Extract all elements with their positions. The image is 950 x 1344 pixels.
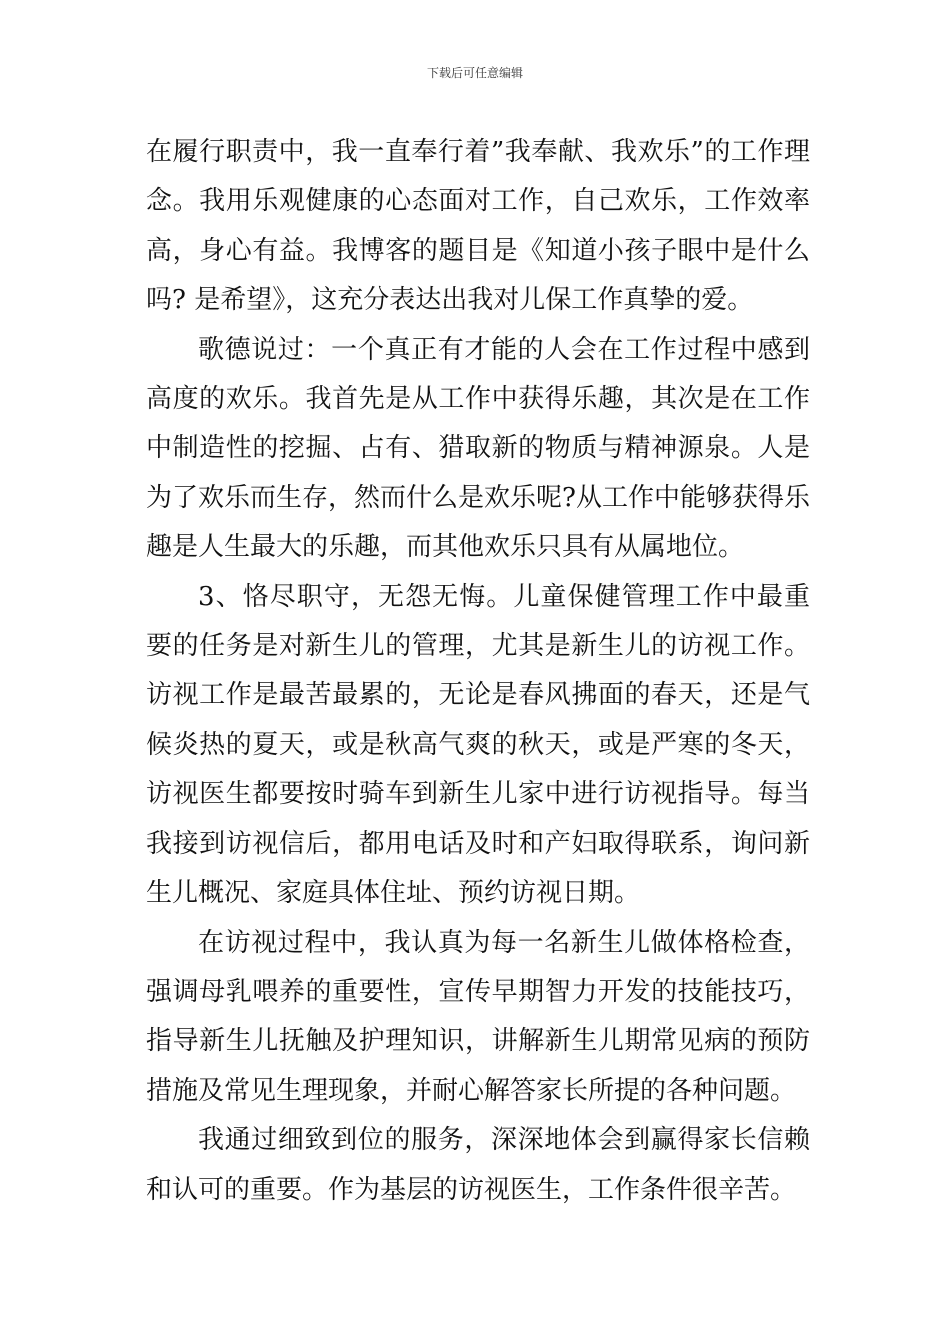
- paragraph-5: 我通过细致到位的服务，深深地体会到赢得家长信赖和认可的重要。作为基层的访视医生，工作条件很辛苦。: [146, 1125, 810, 1205]
- paragraph-4: 在访视过程中，我认真为每一名新生儿做体格检查，强调母乳喂养的重要性，宣传早期智力开发的技能技巧，指导新生儿抚触及护理知识，讲解新生儿期常见病的预防措施及常见生理现象，并耐心解答家长所提的各种问题。: [146, 927, 810, 1106]
- paragraph-1: 在履行职责中，我一直奉行着”我奉献、我欢乐”的工作理念。我用乐观健康的心态面对工作，自己欢乐，工作效率高，身心有益。我博客的题目是《知道小孩子眼中是什么吗? 是希望》，这充分表达出我对儿保工作真挚的爱。: [146, 137, 810, 316]
- paragraph-2: 歌德说过：一个真正有才能的人会在工作过程中感到高度的欢乐。我首先是从工作中获得乐趣，其次是在工作中制造性的挖掘、占有、猎取新的物质与精神源泉。人是为了欢乐而生存，然而什么是欢乐呢?从工作中能够获得乐趣是人生最大的乐趣，而其他欢乐只具有从属地位。: [146, 334, 810, 563]
- paragraph-3: 3、恪尽职守，无怨无悔。儿童保健管理工作中最重要的任务是对新生儿的管理，尤其是新生儿的访视工作。访视工作是最苦最累的，无论是春风拂面的春天，还是气候炎热的夏天，或是秋高气爽的秋天，或是严寒的冬天，访视医生都要按时骑车到新生儿家中进行访视指导。每当我接到访视信后，都用电话及时和产妇取得联系，询问新生儿概况、家庭具体住址、预约访视日期。: [146, 581, 810, 909]
- document-body: [146, 128, 810, 1215]
- page-header: 下载后可任意编辑: [426, 66, 523, 80]
